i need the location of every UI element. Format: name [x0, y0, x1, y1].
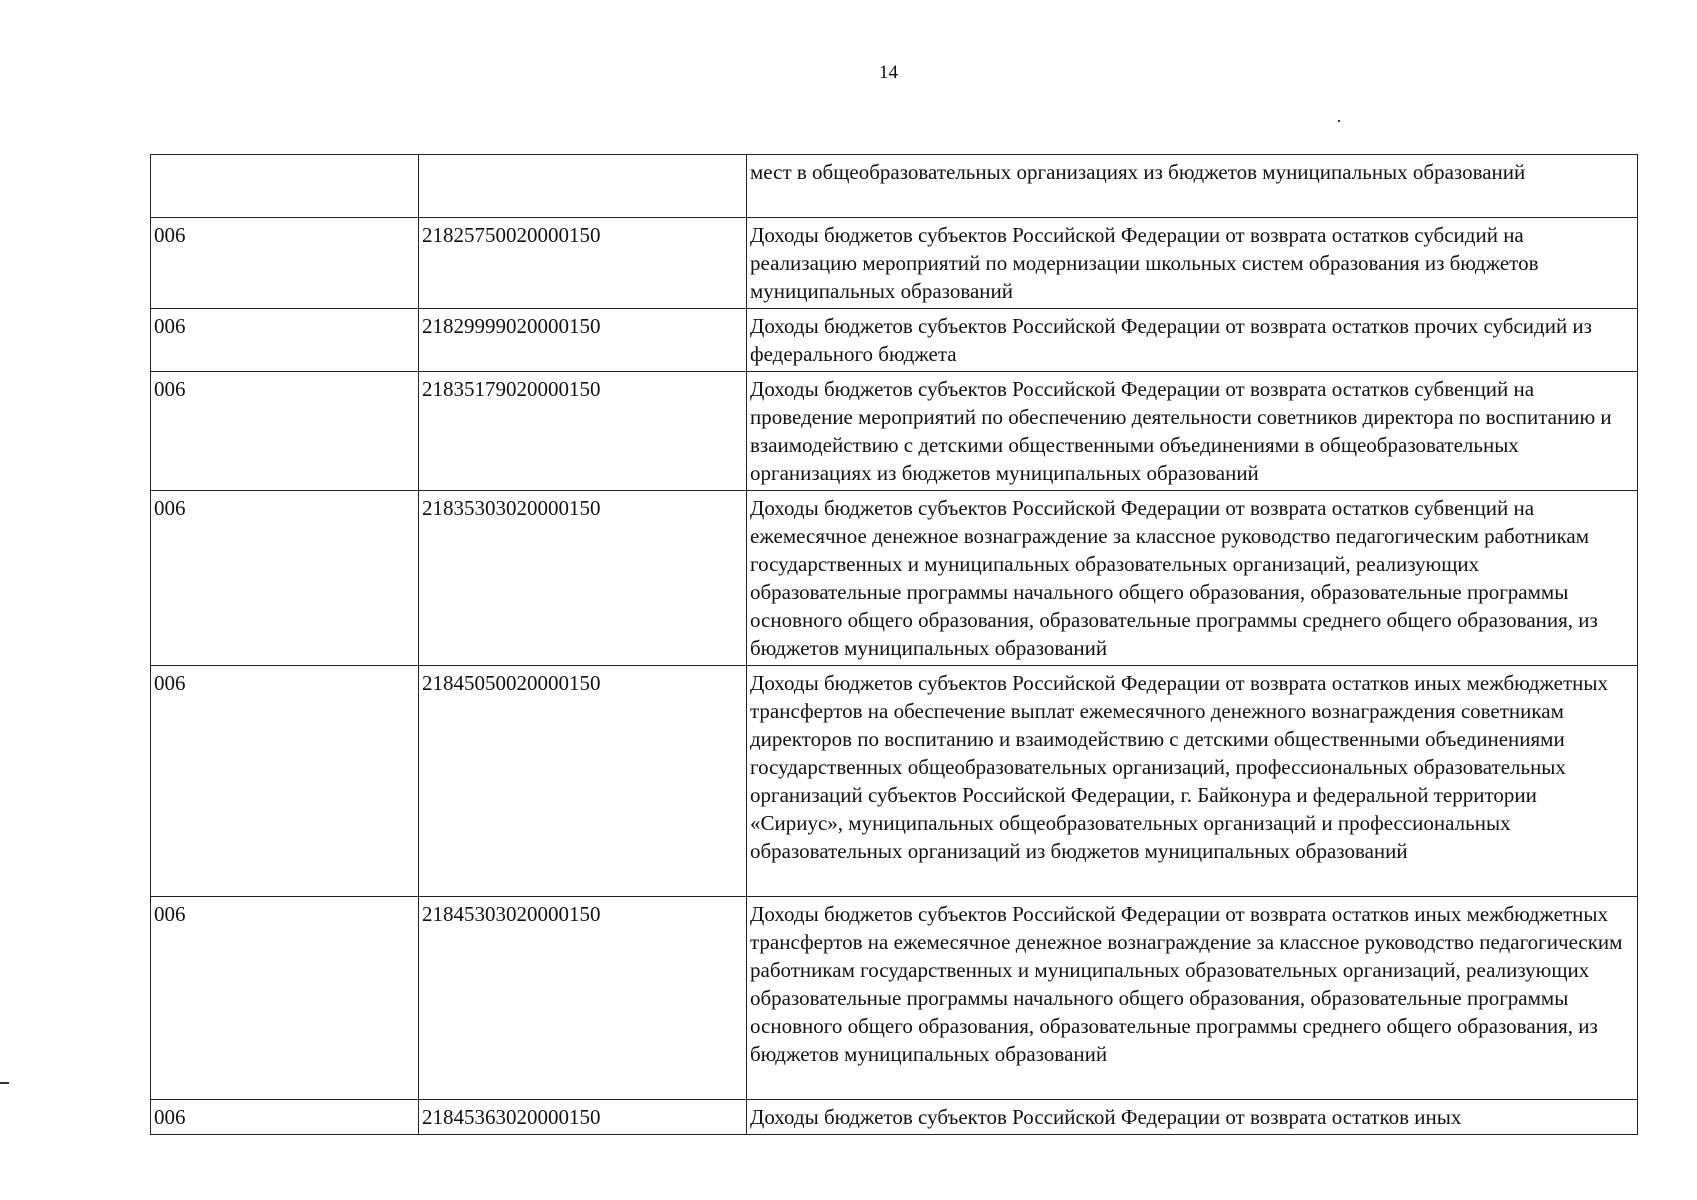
- table-row: [151, 897, 1638, 1100]
- kbk-code-cell: 21829999020000150: [419, 309, 747, 372]
- table-row: [151, 372, 1638, 491]
- description-cell: Доходы бюджетов субъектов Российской Федерации от возврата остатков субвенций на проведение мероприятий по обеспечению деятельности советников директора по воспитанию и взаимодействию с детскими общественными объединениями в общеобразовательных организациях из бюджетов муниципальных образований: [747, 372, 1638, 491]
- admin-code-cell: 006: [151, 372, 419, 491]
- revenue-codes-table: [150, 154, 1638, 1135]
- table-row: [151, 666, 1638, 897]
- table-row: [151, 1100, 1638, 1135]
- kbk-code-cell: [419, 155, 747, 218]
- description-cell: Доходы бюджетов субъектов Российской Федерации от возврата остатков иных межбюджетных трансфертов на обеспечение выплат ежемесячного денежного вознаграждения советникам директоров по воспитанию и взаимодействию с детскими общественными объединениями государственных общеобразовательных организаций, профессиональных образовательных организаций субъектов Российской Федерации, г. Байконура и федеральной территории «Сириус», муниципальных общеобразовательных организаций и профессиональных образовательных организаций из бюджетов муниципальных образований: [747, 666, 1638, 897]
- admin-code-cell: [151, 155, 419, 218]
- kbk-code-cell: 21835303020000150: [419, 491, 747, 666]
- kbk-code-cell: 21845303020000150: [419, 897, 747, 1100]
- description-cell: Доходы бюджетов субъектов Российской Федерации от возврата остатков иных: [747, 1100, 1638, 1135]
- table-row: [151, 218, 1638, 309]
- description-cell: Доходы бюджетов субъектов Российской Федерации от возврата остатков субвенций на ежемесячное денежное вознаграждение за классное руководство педагогическим работникам государственных и муниципальных образовательных организаций, реализующих образовательные программы начального общего образования, образовательные программы основного общего образования, образовательные программы среднего общего образования, из бюджетов муниципальных образований: [747, 491, 1638, 666]
- kbk-code-cell: 21845363020000150: [419, 1100, 747, 1135]
- scan-margin-mark: [0, 1082, 9, 1084]
- admin-code-cell: 006: [151, 1100, 419, 1135]
- table-row: [151, 155, 1638, 218]
- admin-code-cell: 006: [151, 491, 419, 666]
- description-cell: мест в общеобразовательных организациях из бюджетов муниципальных образований: [747, 155, 1638, 218]
- page-number: 14: [879, 62, 898, 83]
- admin-code-cell: 006: [151, 897, 419, 1100]
- kbk-code-cell: 21845050020000150: [419, 666, 747, 897]
- table-row: [151, 309, 1638, 372]
- admin-code-cell: 006: [151, 309, 419, 372]
- description-cell: Доходы бюджетов субъектов Российской Федерации от возврата остатков иных межбюджетных трансфертов на ежемесячное денежное вознаграждение за классное руководство педагогическим работникам государственных и муниципальных образовательных организаций, реализующих образовательные программы начального общего образования, образовательные программы основного общего образования, образовательные программы среднего общего образования, из бюджетов муниципальных образований: [747, 897, 1638, 1100]
- description-cell: Доходы бюджетов субъектов Российской Федерации от возврата остатков прочих субсидий из федерального бюджета: [747, 309, 1638, 372]
- kbk-code-cell: 21835179020000150: [419, 372, 747, 491]
- description-cell: Доходы бюджетов субъектов Российской Федерации от возврата остатков субсидий на реализацию мероприятий по модернизации школьных систем образования из бюджетов муниципальных образований: [747, 218, 1638, 309]
- scan-speck: [1338, 120, 1340, 122]
- admin-code-cell: 006: [151, 218, 419, 309]
- table-row: [151, 491, 1638, 666]
- kbk-code-cell: 21825750020000150: [419, 218, 747, 309]
- admin-code-cell: 006: [151, 666, 419, 897]
